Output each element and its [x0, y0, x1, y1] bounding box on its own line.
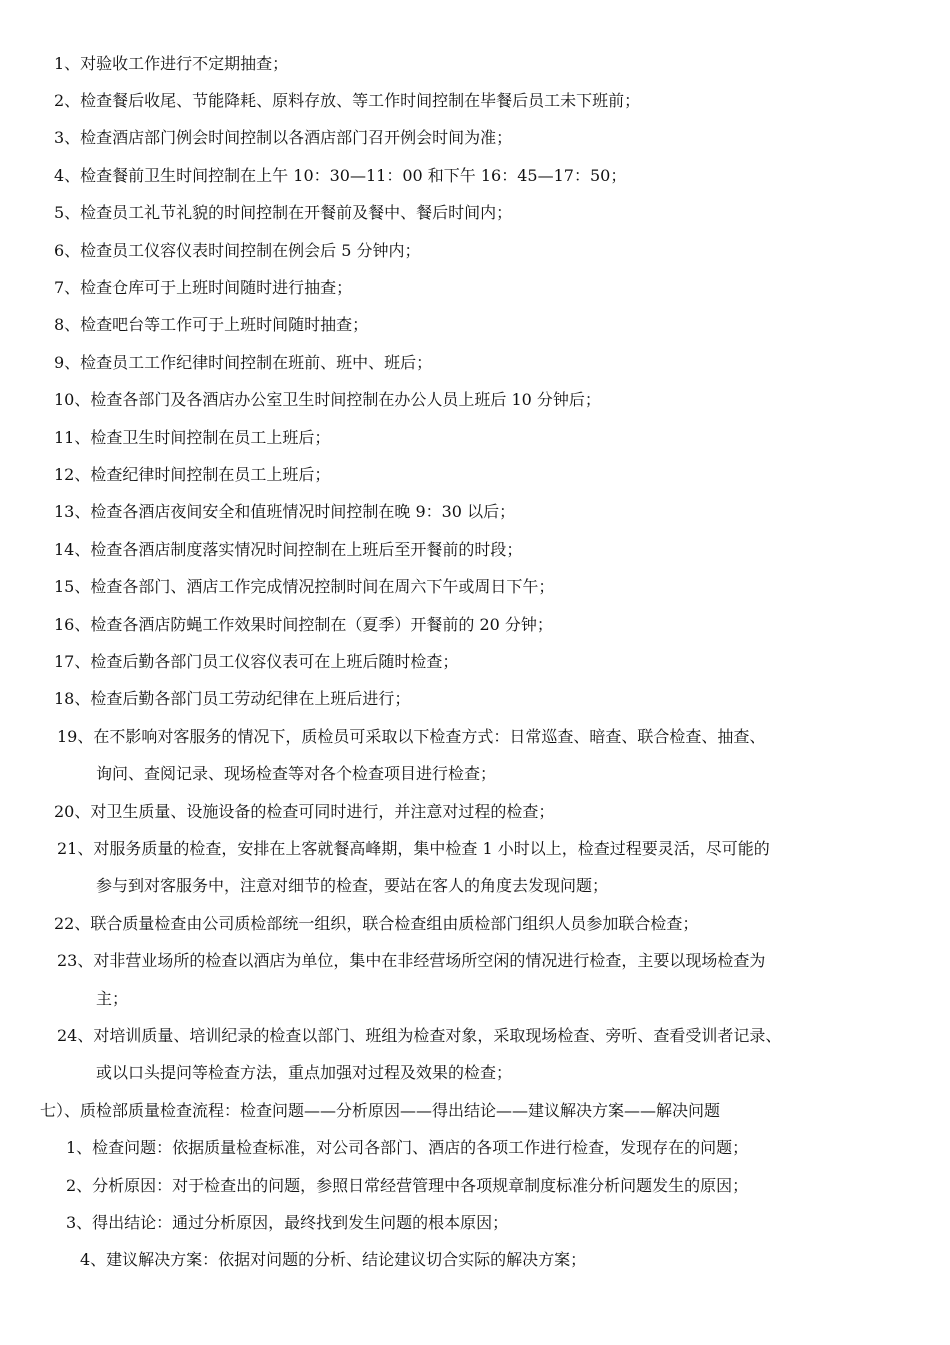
- list-item-continuation: 询问、查阅记录、现场检查等对各个检查项目进行检查；: [96, 764, 497, 783]
- list-item: 7、检查仓库可于上班时间随时进行抽查；: [54, 278, 353, 297]
- list-item: 24、对培训质量、培训纪录的检查以部门、班组为检查对象，采取现场检查、旁听、查看受训者记录、: [57, 1026, 782, 1045]
- process-step: 2、分析原因：对于检查出的问题，参照日常经营管理中各项规章制度标准分析问题发生的原因；: [66, 1176, 749, 1195]
- list-item: 14、检查各酒店制度落实情况时间控制在上班后至开餐前的时段；: [54, 540, 523, 559]
- list-item: 17、检查后勤各部门员工仪容仪表可在上班后随时检查；: [54, 652, 459, 671]
- list-item: 15、检查各部门、酒店工作完成情况控制时间在周六下午或周日下午；: [54, 577, 555, 596]
- list-item: 13、检查各酒店夜间安全和值班情况时间控制在晚 9：30 以后；: [54, 502, 516, 521]
- list-item: 6、检查员工仪容仪表时间控制在例会后 5 分钟内；: [54, 241, 421, 260]
- process-step: 1、检查问题：依据质量检查标准，对公司各部门、酒店的各项工作进行检查，发现存在的问题；: [66, 1138, 749, 1157]
- list-item: 8、检查吧台等工作可于上班时间随时抽查；: [54, 315, 369, 334]
- list-item-continuation: 主；: [96, 989, 129, 1008]
- list-item: 1、对验收工作进行不定期抽查；: [54, 54, 289, 73]
- list-item: 2、检查餐后收尾、节能降耗、原料存放、等工作时间控制在毕餐后员工未下班前；: [54, 91, 641, 110]
- list-item: 3、检查酒店部门例会时间控制以各酒店部门召开例会时间为准；: [54, 128, 513, 147]
- process-step: 4、建议解决方案：依据对问题的分析、结论建议切合实际的解决方案；: [80, 1250, 587, 1269]
- list-item: 23、对非营业场所的检查以酒店为单位，集中在非经营场所空闲的情况进行检查，主要以现场检查为: [57, 951, 766, 970]
- list-item: 4、检查餐前卫生时间控制在上午 10：30—11：00 和下午 16：45—17：50；: [54, 166, 627, 185]
- section-heading: 七）、质检部质量检查流程：检查问题——分析原因——得出结论——建议解决方案——解决问题: [40, 1101, 721, 1120]
- list-item: 19、在不影响对客服务的情况下，质检员可采取以下检查方式：日常巡查、暗查、联合检查、抽查、: [57, 727, 766, 746]
- list-item: 16、检查各酒店防蝇工作效果时间控制在（夏季）开餐前的 20 分钟；: [54, 615, 553, 634]
- list-item: 10、检查各部门及各酒店办公室卫生时间控制在办公人员上班后 10 分钟后；: [54, 390, 601, 409]
- list-item: 18、检查后勤各部门员工劳动纪律在上班后进行；: [54, 689, 411, 708]
- list-item: 11、检查卫生时间控制在员工上班后；: [54, 428, 331, 447]
- list-item: 5、检查员工礼节礼貌的时间控制在开餐前及餐中、餐后时间内；: [54, 203, 513, 222]
- list-item: 12、检查纪律时间控制在员工上班后；: [54, 465, 331, 484]
- list-item: 9、检查员工工作纪律时间控制在班前、班中、班后；: [54, 353, 433, 372]
- list-item-continuation: 或以口头提问等检查方法，重点加强对过程及效果的检查；: [96, 1063, 513, 1082]
- list-item: 21、对服务质量的检查，安排在上客就餐高峰期，集中检查 1 小时以上，检查过程要灵活，尽可能的: [57, 839, 770, 858]
- list-item: 22、联合质量检查由公司质检部统一组织，联合检查组由质检部门组织人员参加联合检查；: [54, 914, 699, 933]
- list-item-continuation: 参与到对客服务中，注意对细节的检查，要站在客人的角度去发现问题；: [96, 876, 609, 895]
- process-step: 3、得出结论：通过分析原因，最终找到发生问题的根本原因；: [66, 1213, 509, 1232]
- list-item: 20、对卫生质量、设施设备的检查可同时进行，并注意对过程的检查；: [54, 802, 555, 821]
